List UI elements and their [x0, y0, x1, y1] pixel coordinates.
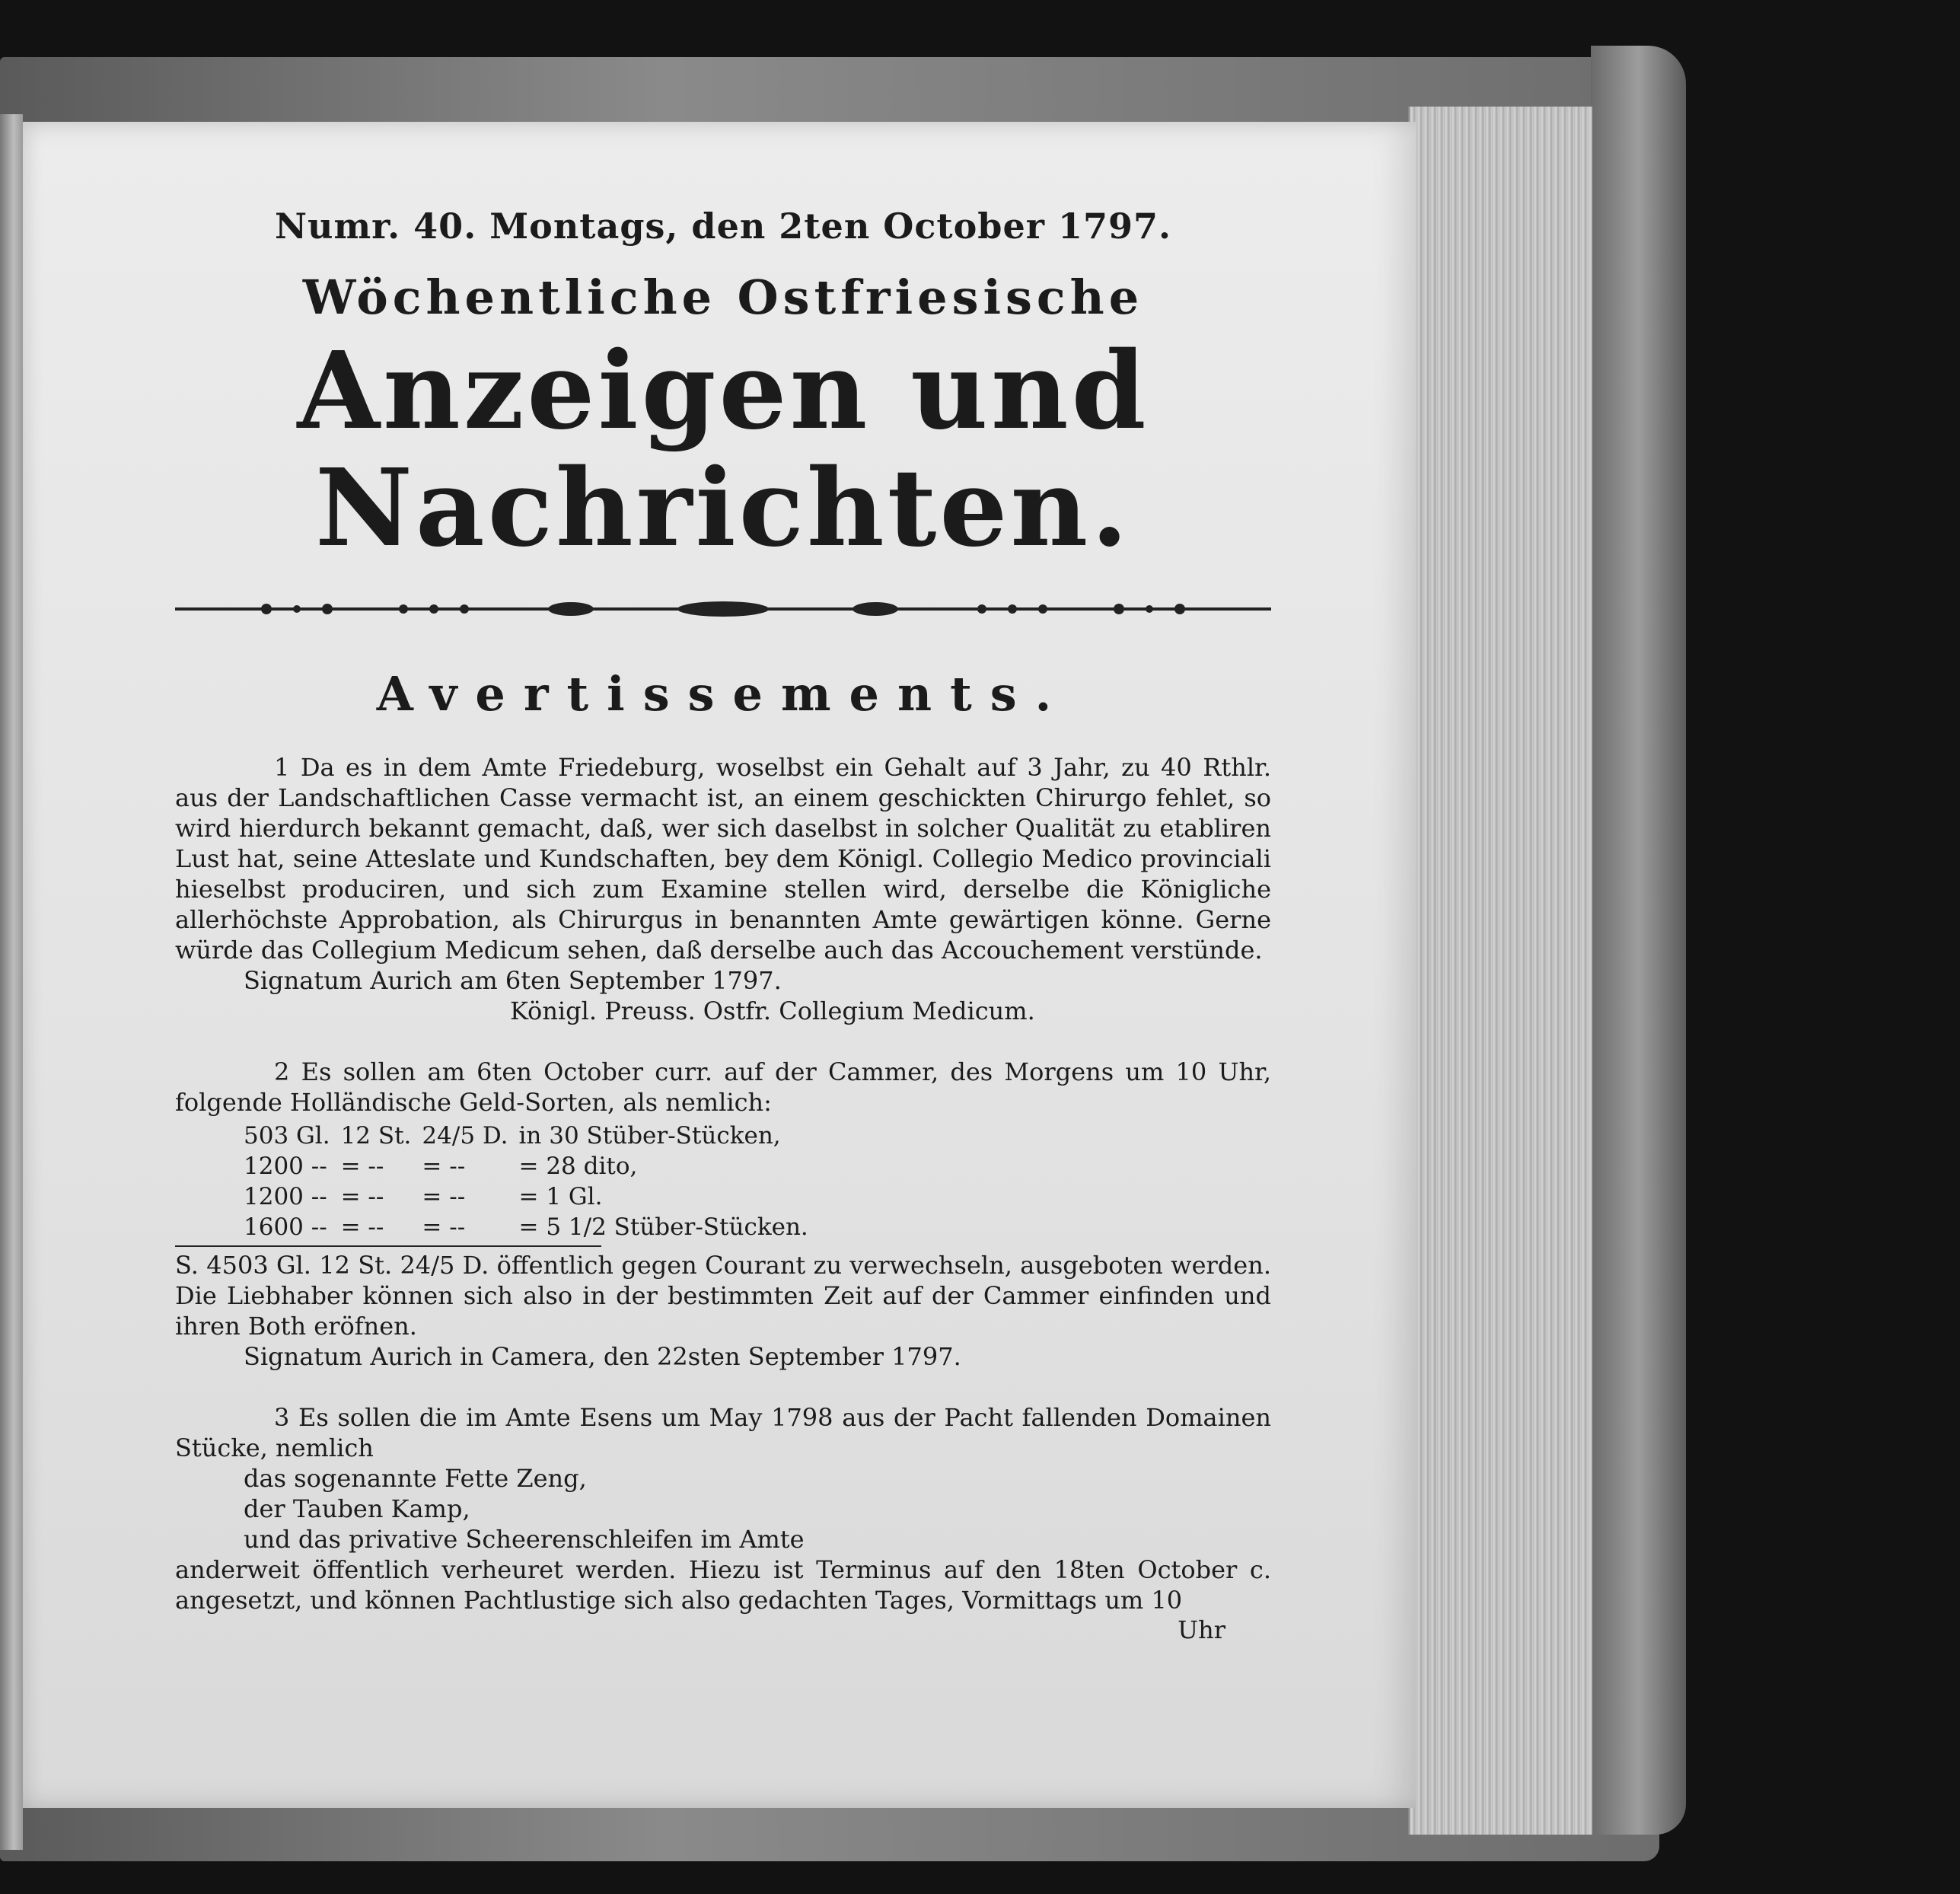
notice-body: Da es in dem Amte Friedeburg, woselbst ein Gehalt auf 3 Jahr, zu 40 Rthlr. aus der Landschaftlichen Casse vermacht ist, an einem geschickten Chirurgo fehlet, so wird hierdurch bekannt gemacht, daß, wer sich daselbst in solcher Qualität zu etabliren Lust hat, seine Atteslate und Kundschaften, bey dem Königl. Collegio Medico provinciali hieselbst produciren, und sich zum Examine stellen wird, derselbe die Königliche allerhöchste Approbation, als Chirurgus in benannten Amte gewärtigen könne. Gerne würde das Collegium Medicum sehen, daß derselbe auch das Accouchement verstünde.: [175, 753, 1272, 965]
table-row: [244, 1151, 819, 1181]
table-cell: = --: [422, 1213, 466, 1241]
masthead-subtitle: Wöchentliche Ostfriesische: [302, 269, 1144, 325]
notice-body: Es sollen am 6ten October curr. auf der Cammer, des Morgens um 10 Uhr, folgende Holländische Geld-Sorten, als nemlich:: [175, 1057, 1272, 1117]
table-cell: 12 St.: [340, 1122, 412, 1149]
table-cell: = --: [340, 1183, 384, 1210]
ornamental-rule: [175, 598, 1271, 620]
table-cell: = --: [340, 1153, 384, 1180]
notice-2-signature: Signatum Aurich in Camera, den 22sten September 1797.: [244, 1342, 961, 1371]
coin-table: [244, 1121, 819, 1242]
table-cell: 503 Gl.: [244, 1122, 330, 1149]
table-row: [244, 1212, 819, 1242]
table-cell: = 5 1/2 Stüber-Stücken.: [518, 1213, 808, 1241]
notice-body: Es sollen die im Amte Esens um May 1798 aus der Pacht fallenden Domainen Stücke, nemlich: [175, 1403, 1272, 1462]
issue-line: Numr. 40. Montags, den 2ten October 1797.: [274, 206, 1172, 247]
table-cell: 1200 --: [244, 1183, 327, 1210]
table-cell: = --: [422, 1153, 466, 1180]
table-cell: = --: [422, 1183, 466, 1210]
table-row: [244, 1121, 819, 1151]
section-heading: Avertissements.: [376, 666, 1070, 722]
table-cell: 1200 --: [244, 1153, 327, 1180]
table-cell: = 1 Gl.: [518, 1183, 603, 1210]
list-item: der Tauben Kamp,: [244, 1494, 470, 1523]
notice-3-intro: [175, 1402, 1271, 1463]
page-content: [175, 206, 1271, 1644]
catchword: Uhr: [1178, 1615, 1225, 1644]
page-edges: [1408, 107, 1592, 1835]
table-cell: 24/5 D.: [422, 1122, 508, 1149]
list-item: das sogenannte Fette Zeng,: [244, 1464, 587, 1493]
table-cell: = --: [340, 1213, 384, 1241]
notice-2-intro: [175, 1057, 1271, 1118]
notice-number: 3: [274, 1403, 290, 1432]
notice-2-text: S. 4503 Gl. 12 St. 24/5 D. öffentlich gegen Courant zu verwechseln, ausgeboten werden. Die Liebhaber können sich also in der bestimmten Zeit auf der Cammer einfinden und ihren Both eröfnen.: [175, 1251, 1271, 1341]
left-page-edge: [0, 114, 23, 1850]
table-cell: 1600 --: [244, 1213, 327, 1241]
notice-number: 1: [274, 753, 290, 782]
table-cell: = 28 dito,: [518, 1153, 638, 1180]
table-row: [244, 1181, 819, 1212]
masthead-title: Anzeigen und Nachrichten.: [297, 329, 1149, 571]
table-cell: in 30 Stüber-Stücken,: [518, 1122, 781, 1149]
notice-1: [175, 752, 1271, 1026]
book-spine: [1591, 46, 1686, 1835]
sum-rule: [175, 1245, 601, 1247]
notice-1-signature: Signatum Aurich am 6ten September 1797.: [244, 966, 782, 995]
notice-3: [175, 1402, 1271, 1615]
notice-3-text: anderweit öffentlich verheuret werden. Hiezu ist Terminus auf den 18ten October c. angesetzt, und können Pachtlustige sich also gedachten Tages, Vormittags um 10: [175, 1555, 1271, 1615]
notice-1-office: Königl. Preuss. Ostfr. Collegium Medicum.: [510, 996, 1035, 1025]
notice-2: [175, 1057, 1271, 1372]
list-item: und das privative Scheerenschleifen im Amte: [244, 1525, 805, 1554]
notice-number: 2: [274, 1057, 290, 1086]
notice-1-text: [175, 752, 1271, 965]
